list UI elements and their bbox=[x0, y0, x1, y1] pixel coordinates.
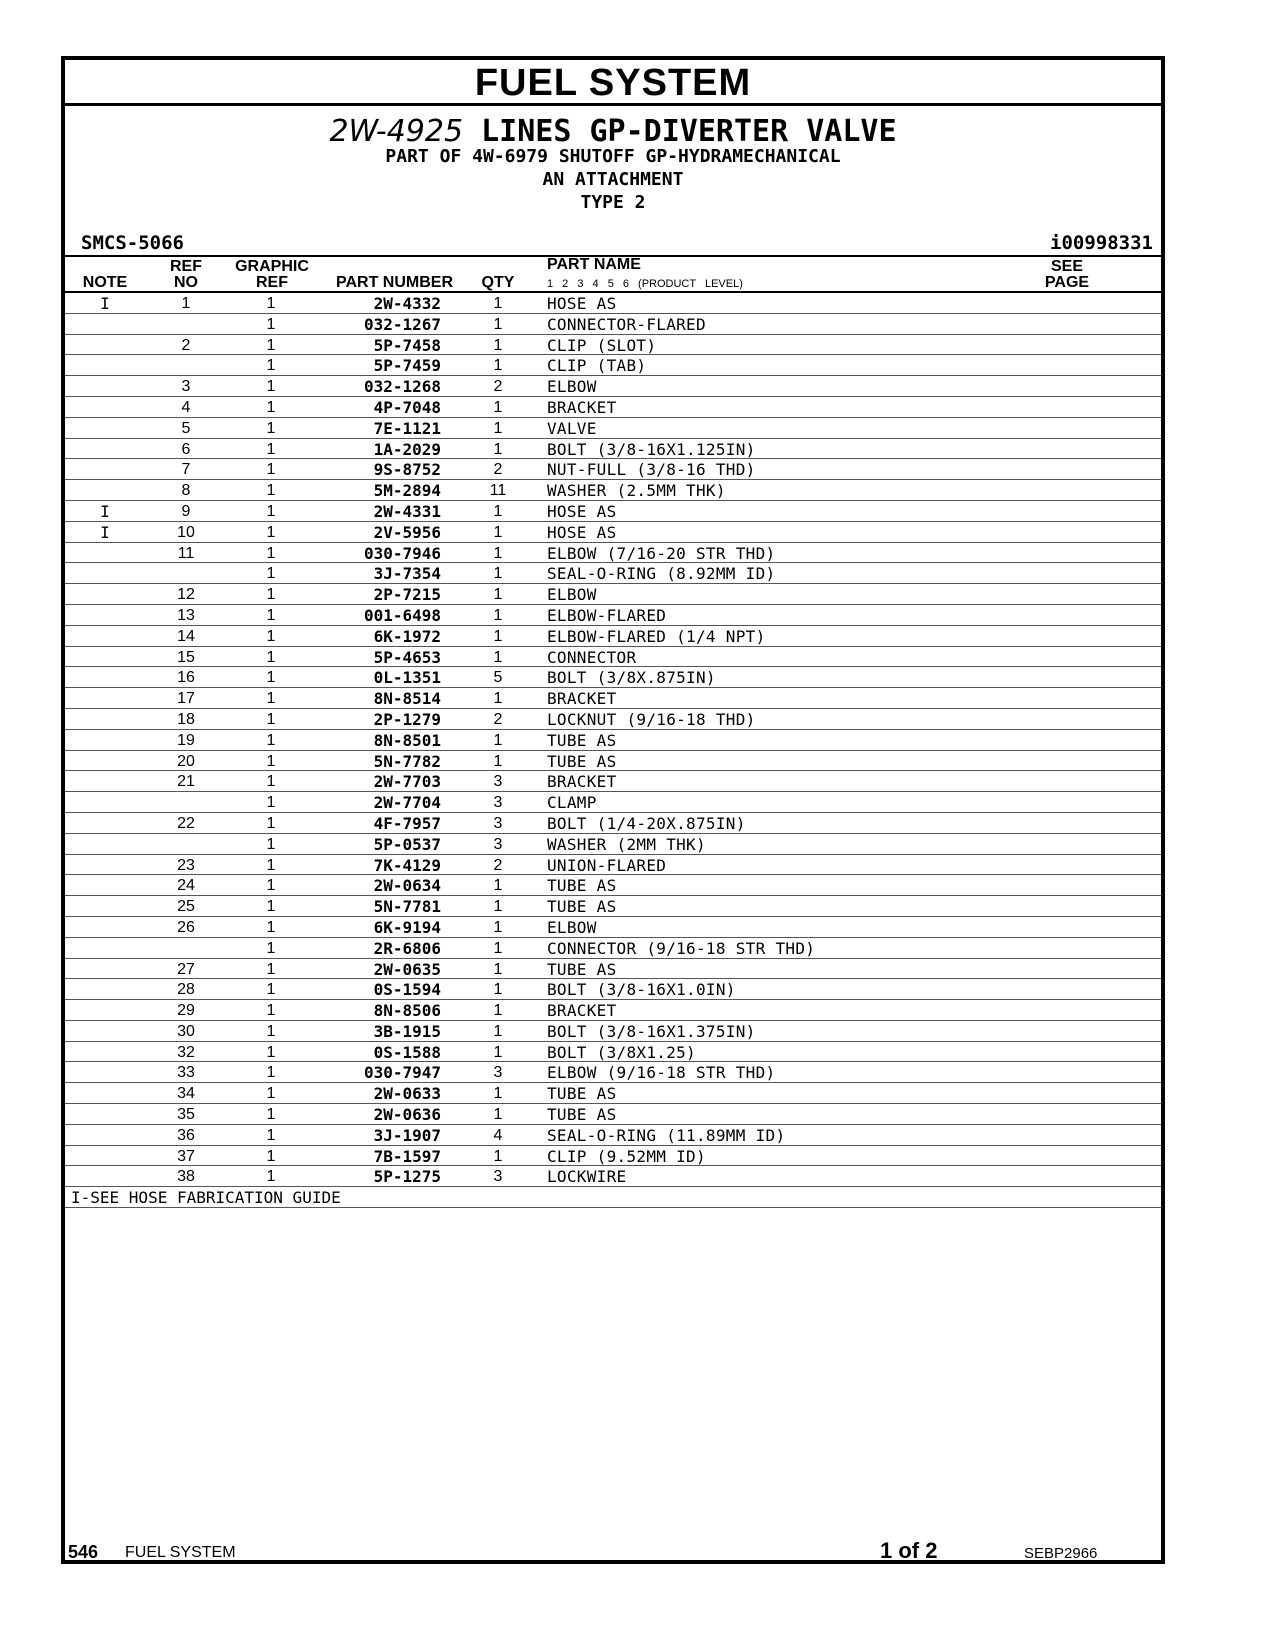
ref-no-cell: 17 bbox=[177, 690, 195, 708]
qty-cell: 1 bbox=[493, 648, 503, 666]
ref-no-cell: 32 bbox=[177, 1043, 195, 1061]
table-row bbox=[65, 626, 1161, 647]
part-number-cell: 8N-8501 bbox=[373, 730, 441, 750]
part-number-cell: 2W-0634 bbox=[373, 876, 441, 896]
qty-cell: 3 bbox=[493, 1168, 503, 1186]
part-number-cell: 7K-4129 bbox=[373, 855, 441, 875]
ref-no-cell: 16 bbox=[177, 669, 195, 687]
page-frame bbox=[61, 56, 1165, 1564]
hose-footnote: I-SEE HOSE FABRICATION GUIDE bbox=[65, 1187, 1161, 1208]
qty-cell: 1 bbox=[493, 1022, 503, 1040]
table-row bbox=[65, 730, 1161, 751]
graphic-ref-cell: 1 bbox=[266, 856, 276, 874]
part-name-cell: BOLT (1/4-20X.875IN) bbox=[547, 813, 746, 833]
table-row bbox=[65, 959, 1161, 980]
part-number-cell: 3J-1907 bbox=[373, 1125, 441, 1145]
attachment-line: AN ATTACHMENT bbox=[542, 169, 684, 190]
qty-cell: 1 bbox=[493, 918, 503, 936]
graphic-ref-cell: 1 bbox=[266, 1043, 276, 1061]
part-name-cell: TUBE AS bbox=[547, 751, 617, 771]
part-name-cell: ELBOW bbox=[547, 377, 597, 397]
table-row bbox=[65, 376, 1161, 397]
ref-no-cell: 22 bbox=[177, 814, 195, 832]
qty-cell: 3 bbox=[493, 1064, 503, 1082]
qty-cell: 1 bbox=[493, 1002, 503, 1020]
table-row bbox=[65, 813, 1161, 834]
part-name-cell: BRACKET bbox=[547, 689, 617, 709]
graphic-ref-cell: 1 bbox=[266, 502, 276, 520]
part-number-cell: 3J-7354 bbox=[373, 564, 441, 584]
graphic-ref-cell: 1 bbox=[266, 773, 276, 791]
graphic-ref-cell: 1 bbox=[266, 398, 276, 416]
part-name-cell: CLIP (9.52MM ID) bbox=[547, 1146, 706, 1166]
graphic-ref-cell: 1 bbox=[266, 1064, 276, 1082]
part-number-cell: 1A-2029 bbox=[373, 439, 441, 459]
part-name-cell: CONNECTOR (9/16-18 STR THD) bbox=[547, 938, 816, 958]
ref-no-cell: 35 bbox=[177, 1106, 195, 1124]
col-qty: QTY bbox=[481, 274, 515, 291]
part-number-cell: 7E-1121 bbox=[373, 418, 441, 438]
part-name-cell: VALVE bbox=[547, 418, 597, 438]
table-row bbox=[65, 459, 1161, 480]
ref-no-cell: 11 bbox=[177, 544, 195, 562]
ref-no-cell: 5 bbox=[181, 419, 191, 437]
part-number-cell: 7B-1597 bbox=[373, 1146, 441, 1166]
qty-cell: 3 bbox=[493, 835, 503, 853]
graphic-ref-cell: 1 bbox=[266, 544, 276, 562]
graphic-ref-cell: 1 bbox=[266, 419, 276, 437]
part-number-cell: 0L-1351 bbox=[373, 668, 441, 688]
table-row bbox=[65, 938, 1161, 959]
part-name-cell: WASHER (2.5MM THK) bbox=[547, 481, 726, 501]
ref-no-cell: 21 bbox=[177, 773, 195, 791]
col-ref-no-bottom: NO bbox=[174, 274, 198, 291]
table-row bbox=[65, 563, 1161, 584]
graphic-ref-cell: 1 bbox=[266, 1085, 276, 1103]
part-number-cell: 6K-9194 bbox=[373, 917, 441, 937]
table-row bbox=[65, 543, 1161, 564]
qty-cell: 1 bbox=[493, 523, 503, 541]
qty-cell: 1 bbox=[493, 440, 503, 458]
qty-cell: 1 bbox=[493, 565, 503, 583]
part-name-cell: HOSE AS bbox=[547, 522, 617, 542]
qty-cell: 1 bbox=[493, 586, 503, 604]
part-number-cell: 2W-7703 bbox=[373, 772, 441, 792]
ref-no-cell: 38 bbox=[177, 1168, 195, 1186]
qty-cell: 2 bbox=[493, 856, 503, 874]
ref-no-cell: 36 bbox=[177, 1126, 195, 1144]
part-number-cell: 0S-1588 bbox=[373, 1042, 441, 1062]
part-number-cell: 2P-7215 bbox=[373, 585, 441, 605]
graphic-ref-cell: 1 bbox=[266, 482, 276, 500]
graphic-ref-cell: 1 bbox=[266, 336, 276, 354]
part-name-cell: CONNECTOR bbox=[547, 647, 637, 667]
graphic-ref-cell: 1 bbox=[266, 523, 276, 541]
qty-cell: 1 bbox=[493, 336, 503, 354]
col-part-number: PART NUMBER bbox=[335, 274, 453, 291]
table-row bbox=[65, 1083, 1161, 1104]
part-number-cell: 4P-7048 bbox=[373, 397, 441, 417]
part-name-cell: HOSE AS bbox=[547, 501, 617, 521]
table-row bbox=[65, 1042, 1161, 1063]
graphic-ref-cell: 1 bbox=[266, 1002, 276, 1020]
ref-no-cell: 23 bbox=[177, 856, 195, 874]
table-row bbox=[65, 1062, 1161, 1083]
qty-cell: 1 bbox=[493, 690, 503, 708]
qty-cell: 1 bbox=[493, 627, 503, 645]
graphic-ref-cell: 1 bbox=[266, 1147, 276, 1165]
col-see-page-bottom: PAGE bbox=[1044, 274, 1090, 291]
part-number-cell: 2W-4331 bbox=[373, 501, 441, 521]
part-name-cell: BOLT (3/8-16X1.0IN) bbox=[547, 980, 736, 1000]
product-level-scale: 1 2 3 4 5 6 (PRODUCT LEVEL) bbox=[547, 278, 743, 290]
note-cell: I bbox=[100, 294, 110, 313]
qty-cell: 1 bbox=[493, 357, 503, 375]
part-number-cell: 5P-1275 bbox=[373, 1167, 441, 1187]
part-number-cell: 5N-7781 bbox=[373, 897, 441, 917]
qty-cell: 1 bbox=[493, 1085, 503, 1103]
part-name-cell: WASHER (2MM THK) bbox=[547, 834, 706, 854]
qty-cell: 2 bbox=[493, 378, 503, 396]
table-row bbox=[65, 1166, 1161, 1187]
graphic-ref-cell: 1 bbox=[266, 898, 276, 916]
col-ref-no-top: REF bbox=[170, 258, 202, 275]
table-row bbox=[65, 605, 1161, 626]
ref-no-cell: 10 bbox=[177, 523, 195, 541]
qty-cell: 1 bbox=[493, 731, 503, 749]
graphic-ref-cell: 1 bbox=[266, 648, 276, 666]
ref-no-cell: 9 bbox=[181, 502, 191, 520]
qty-cell: 4 bbox=[493, 1126, 503, 1144]
graphic-ref-cell: 1 bbox=[266, 669, 276, 687]
table-row bbox=[65, 709, 1161, 730]
table-row bbox=[65, 293, 1161, 314]
part-name-cell: UNION-FLARED bbox=[547, 855, 667, 875]
qty-cell: 1 bbox=[493, 315, 503, 333]
table-row bbox=[65, 647, 1161, 668]
part-number-cell: 9S-8752 bbox=[373, 460, 441, 480]
qty-cell: 2 bbox=[493, 461, 503, 479]
qty-cell: 3 bbox=[493, 814, 503, 832]
part-name-cell: BOLT (3/8X1.25) bbox=[547, 1042, 696, 1062]
part-name-cell: CLAMP bbox=[547, 793, 597, 813]
table-row bbox=[65, 792, 1161, 813]
part-number-cell: 5P-0537 bbox=[373, 834, 441, 854]
ref-no-cell: 7 bbox=[181, 461, 191, 479]
table-row bbox=[65, 480, 1161, 501]
note-cell: I bbox=[100, 522, 110, 542]
qty-cell: 1 bbox=[493, 960, 503, 978]
col-graphic-ref-bottom: REF bbox=[256, 274, 288, 291]
part-number-cell: 5P-4653 bbox=[373, 647, 441, 667]
col-note: NOTE bbox=[82, 274, 128, 291]
part-name-cell: TUBE AS bbox=[547, 876, 617, 896]
section-title: FUEL SYSTEM bbox=[65, 60, 1161, 106]
part-name-cell: CLIP (TAB) bbox=[547, 356, 647, 376]
table-row bbox=[65, 1021, 1161, 1042]
qty-cell: 1 bbox=[493, 752, 503, 770]
parts-table bbox=[65, 293, 1161, 1208]
ref-no-cell: 8 bbox=[181, 482, 191, 500]
col-see-page-top: SEE bbox=[1050, 258, 1083, 275]
part-number-cell: 2P-1279 bbox=[373, 709, 441, 729]
qty-cell: 1 bbox=[493, 502, 503, 520]
table-row bbox=[65, 584, 1161, 605]
assembly-name: LINES GP-DIVERTER VALVE bbox=[481, 114, 897, 149]
table-row bbox=[65, 439, 1161, 460]
graphic-ref-cell: 1 bbox=[266, 877, 276, 895]
part-number-cell: 0S-1594 bbox=[373, 980, 441, 1000]
part-name-cell: NUT-FULL (3/8-16 THD) bbox=[547, 460, 756, 480]
assembly-number: 2W-4925 bbox=[329, 114, 464, 149]
graphic-ref-cell: 1 bbox=[266, 440, 276, 458]
ref-no-cell: 24 bbox=[177, 877, 195, 895]
footer-page-of: 1 of 2 bbox=[880, 1538, 938, 1563]
ref-no-cell: 28 bbox=[177, 981, 195, 999]
qty-cell: 1 bbox=[493, 544, 503, 562]
table-row bbox=[65, 834, 1161, 855]
ref-no-cell: 33 bbox=[177, 1064, 195, 1082]
part-name-cell: TUBE AS bbox=[547, 959, 617, 979]
qty-cell: 2 bbox=[493, 710, 503, 728]
part-number-cell: 2W-0633 bbox=[373, 1084, 441, 1104]
document-id: i00998331 bbox=[1050, 232, 1153, 254]
table-row bbox=[65, 771, 1161, 792]
part-number-cell: 2W-7704 bbox=[373, 793, 441, 813]
table-row bbox=[65, 1104, 1161, 1125]
ref-no-cell: 30 bbox=[177, 1022, 195, 1040]
table-row bbox=[65, 896, 1161, 917]
ref-no-cell: 34 bbox=[177, 1085, 195, 1103]
part-number-cell: 030-7946 bbox=[363, 543, 441, 563]
graphic-ref-cell: 1 bbox=[266, 814, 276, 832]
table-row bbox=[65, 522, 1161, 543]
part-number-cell: 8N-8514 bbox=[373, 689, 441, 709]
part-name-cell: BOLT (3/8-16X1.375IN) bbox=[547, 1021, 756, 1041]
graphic-ref-cell: 1 bbox=[266, 627, 276, 645]
ref-no-cell: 37 bbox=[177, 1147, 195, 1165]
part-number-cell: 5P-7458 bbox=[373, 335, 441, 355]
qty-cell: 1 bbox=[493, 898, 503, 916]
graphic-ref-cell: 1 bbox=[266, 1126, 276, 1144]
part-number-cell: 032-1267 bbox=[363, 314, 441, 334]
footer-page-number: 546 bbox=[68, 1542, 99, 1562]
table-row bbox=[65, 1146, 1161, 1167]
ref-no-cell: 25 bbox=[177, 898, 195, 916]
graphic-ref-cell: 1 bbox=[266, 315, 276, 333]
note-cell: I bbox=[100, 501, 110, 521]
part-number-cell: 5N-7782 bbox=[373, 751, 441, 771]
part-number-cell: 001-6498 bbox=[363, 605, 441, 625]
graphic-ref-cell: 1 bbox=[266, 1022, 276, 1040]
part-number-cell: 2R-6806 bbox=[373, 938, 441, 958]
part-name-cell: SEAL-O-RING (11.89MM ID) bbox=[547, 1125, 786, 1145]
ref-no-cell: 27 bbox=[177, 960, 195, 978]
graphic-ref-cell: 1 bbox=[266, 960, 276, 978]
ref-no-cell: 29 bbox=[177, 1002, 195, 1020]
footer-section: FUEL SYSTEM bbox=[125, 1544, 236, 1561]
table-row bbox=[65, 501, 1161, 522]
ref-no-cell: 19 bbox=[177, 731, 195, 749]
graphic-ref-cell: 1 bbox=[266, 1168, 276, 1186]
graphic-ref-cell: 1 bbox=[266, 731, 276, 749]
table-row bbox=[65, 355, 1161, 376]
part-name-cell: TUBE AS bbox=[547, 1105, 617, 1125]
col-graphic-ref-top: GRAPHIC bbox=[235, 258, 309, 275]
part-number-cell: 2W-4332 bbox=[373, 294, 441, 313]
part-name-cell: ELBOW bbox=[547, 917, 597, 937]
table-row bbox=[65, 667, 1161, 688]
part-name-cell: TUBE AS bbox=[547, 897, 617, 917]
table-row bbox=[65, 979, 1161, 1000]
table-row bbox=[65, 418, 1161, 439]
graphic-ref-cell: 1 bbox=[266, 835, 276, 853]
graphic-ref-cell: 1 bbox=[266, 378, 276, 396]
part-name-cell: CONNECTOR-FLARED bbox=[547, 314, 706, 334]
qty-cell: 1 bbox=[493, 398, 503, 416]
part-number-cell: 2V-5956 bbox=[373, 522, 441, 542]
part-name-cell: BRACKET bbox=[547, 1001, 617, 1021]
graphic-ref-cell: 1 bbox=[266, 939, 276, 957]
qty-cell: 3 bbox=[493, 773, 503, 791]
part-number-cell: 4F-7957 bbox=[373, 813, 441, 833]
smcs-code: SMCS-5066 bbox=[81, 232, 184, 254]
part-name-cell: ELBOW bbox=[547, 585, 597, 605]
part-name-cell: HOSE AS bbox=[547, 294, 617, 313]
graphic-ref-cell: 1 bbox=[266, 690, 276, 708]
qty-cell: 1 bbox=[493, 419, 503, 437]
ref-no-cell: 20 bbox=[177, 752, 195, 770]
part-name-cell: LOCKNUT (9/16-18 THD) bbox=[547, 709, 756, 729]
graphic-ref-cell: 1 bbox=[266, 918, 276, 936]
part-name-cell: CLIP (SLOT) bbox=[547, 335, 657, 355]
table-row bbox=[65, 397, 1161, 418]
graphic-ref-cell: 1 bbox=[266, 710, 276, 728]
part-name-cell: BOLT (3/8X.875IN) bbox=[547, 668, 716, 688]
graphic-ref-cell: 1 bbox=[266, 794, 276, 812]
part-of-line: PART OF 4W-6979 SHUTOFF GP-HYDRAMECHANICAL bbox=[385, 146, 841, 167]
part-name-cell: BRACKET bbox=[547, 772, 617, 792]
ref-no-cell: 3 bbox=[181, 378, 191, 396]
ref-no-cell: 12 bbox=[177, 586, 195, 604]
part-name-cell: ELBOW (9/16-18 STR THD) bbox=[547, 1063, 776, 1083]
table-row bbox=[65, 1125, 1161, 1146]
qty-cell: 3 bbox=[493, 794, 503, 812]
qty-cell: 1 bbox=[493, 606, 503, 624]
part-name-cell: TUBE AS bbox=[547, 730, 617, 750]
qty-cell: 1 bbox=[493, 1106, 503, 1124]
graphic-ref-cell: 1 bbox=[266, 752, 276, 770]
part-number-cell: 5P-7459 bbox=[373, 356, 441, 376]
part-name-cell: SEAL-O-RING (8.92MM ID) bbox=[547, 564, 776, 584]
part-number-cell: 6K-1972 bbox=[373, 626, 441, 646]
ref-no-cell: 13 bbox=[177, 606, 195, 624]
ref-no-cell: 14 bbox=[177, 627, 195, 645]
table-row bbox=[65, 875, 1161, 896]
table-row bbox=[65, 335, 1161, 356]
part-name-cell: ELBOW-FLARED bbox=[547, 605, 667, 625]
part-name-cell: LOCKWIRE bbox=[547, 1167, 627, 1187]
ref-no-cell: 6 bbox=[181, 440, 191, 458]
footer-doc-code: SEBP2966 bbox=[1024, 1545, 1098, 1562]
graphic-ref-cell: 1 bbox=[266, 981, 276, 999]
graphic-ref-cell: 1 bbox=[266, 1106, 276, 1124]
qty-cell: 1 bbox=[493, 1147, 503, 1165]
part-number-cell: 8N-8506 bbox=[373, 1001, 441, 1021]
table-row bbox=[65, 855, 1161, 876]
qty-cell: 1 bbox=[493, 1043, 503, 1061]
qty-cell: 5 bbox=[493, 669, 503, 687]
ref-no-cell: 15 bbox=[177, 648, 195, 666]
part-name-cell: ELBOW (7/16-20 STR THD) bbox=[547, 543, 776, 563]
qty-cell: 1 bbox=[493, 877, 503, 895]
qty-cell: 1 bbox=[493, 295, 503, 312]
graphic-ref-cell: 1 bbox=[266, 295, 276, 312]
part-name-cell: BOLT (3/8-16X1.125IN) bbox=[547, 439, 756, 459]
part-number-cell: 2W-0636 bbox=[373, 1105, 441, 1125]
graphic-ref-cell: 1 bbox=[266, 606, 276, 624]
qty-cell: 1 bbox=[493, 981, 503, 999]
col-part-name: PART NAME bbox=[547, 256, 641, 273]
ref-no-cell: 1 bbox=[181, 295, 191, 312]
ref-no-cell: 4 bbox=[181, 398, 191, 416]
ref-no-cell: 18 bbox=[177, 710, 195, 728]
part-number-cell: 2W-0635 bbox=[373, 959, 441, 979]
part-name-cell: TUBE AS bbox=[547, 1084, 617, 1104]
part-name-cell: BRACKET bbox=[547, 397, 617, 417]
table-row bbox=[65, 1000, 1161, 1021]
table-row bbox=[65, 688, 1161, 709]
part-number-cell: 3B-1915 bbox=[373, 1021, 441, 1041]
qty-cell: 1 bbox=[493, 939, 503, 957]
part-number-cell: 032-1268 bbox=[363, 377, 441, 397]
table-row bbox=[65, 917, 1161, 938]
graphic-ref-cell: 1 bbox=[266, 565, 276, 583]
graphic-ref-cell: 1 bbox=[266, 357, 276, 375]
part-number-cell: 030-7947 bbox=[363, 1063, 441, 1083]
table-row bbox=[65, 751, 1161, 772]
part-name-cell: ELBOW-FLARED (1/4 NPT) bbox=[547, 626, 766, 646]
ref-no-cell: 26 bbox=[177, 918, 195, 936]
part-number-cell: 5M-2894 bbox=[373, 481, 441, 501]
assembly-title bbox=[65, 114, 1161, 150]
graphic-ref-cell: 1 bbox=[266, 461, 276, 479]
type-line: TYPE 2 bbox=[580, 192, 646, 213]
table-row bbox=[65, 314, 1161, 335]
ref-no-cell: 2 bbox=[181, 336, 191, 354]
qty-cell: 11 bbox=[489, 482, 507, 500]
graphic-ref-cell: 1 bbox=[266, 586, 276, 604]
